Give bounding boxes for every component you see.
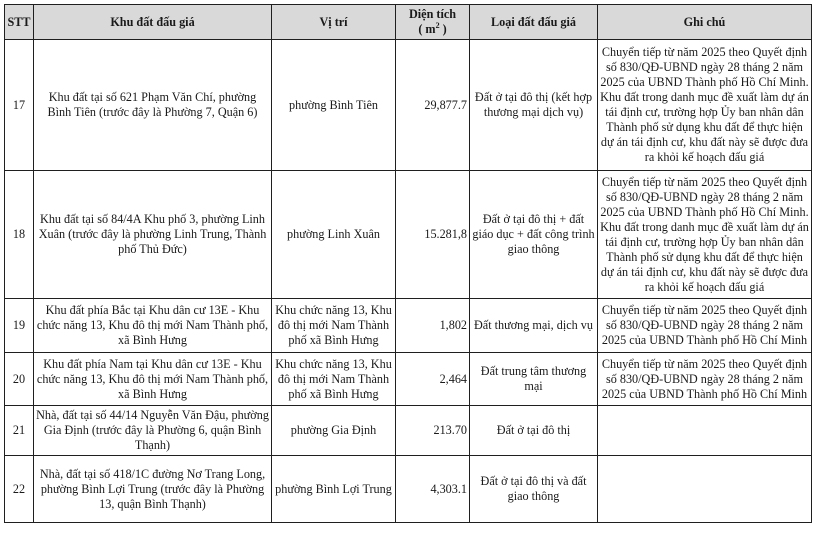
header-area-unit-close: ): [439, 22, 447, 36]
cell-name: Khu đất tại số 621 Phạm Văn Chí, phường Bình Tiên (trước đây là Phường 7, Quận 6): [34, 40, 272, 171]
table-row: [5, 406, 812, 456]
table-row: [5, 171, 812, 299]
cell-area: 1,802: [396, 299, 470, 353]
table-row: [5, 353, 812, 406]
cell-note: Chuyển tiếp từ năm 2025 theo Quyết định số 830/QĐ-UBND ngày 28 tháng 2 năm 2025 của UBND Thành phố Hồ Chí Minh. Khu đất trong danh mục đề xuất làm dự án tái định cư, trường hợp Ủy ban nhân dân Thành phố sử dụng khu đất để thực hiện dự án tái định cư, khu đất này sẽ được đưa ra khỏi kế hoạch đấu giá: [598, 40, 812, 171]
cell-stt: 21: [5, 406, 34, 456]
cell-area: 15.281,8: [396, 171, 470, 299]
cell-note: Chuyển tiếp từ năm 2025 theo Quyết định số 830/QĐ-UBND ngày 28 tháng 2 năm 2025 của UBND Thành phố Hồ Chí Minh: [598, 353, 812, 406]
cell-land-type: Đất ở tại đô thị + đất giáo dục + đất công trình giao thông: [470, 171, 598, 299]
cell-stt: 20: [5, 353, 34, 406]
auction-land-table: [4, 4, 812, 523]
cell-land-type: Đất ở tại đô thị và đất giao thông: [470, 456, 598, 523]
cell-note: Chuyển tiếp từ năm 2025 theo Quyết định số 830/QĐ-UBND ngày 28 tháng 2 năm 2025 của UBND Thành phố Hồ Chí Minh: [598, 299, 812, 353]
cell-name: Khu đất tại số 84/4A Khu phố 3, phường Linh Xuân (trước đây là phường Linh Trung, Thành phố Thủ Đức): [34, 171, 272, 299]
cell-area: 213.70: [396, 406, 470, 456]
table-header-row: [5, 5, 812, 40]
cell-location: phường Bình Tiên: [272, 40, 396, 171]
cell-name: Nhà, đất tại số 44/14 Nguyễn Văn Đậu, phường Gia Định (trước đây là Phường 6, quận Bình Thạnh): [34, 406, 272, 456]
cell-land-type: Đất trung tâm thương mại: [470, 353, 598, 406]
cell-name: Khu đất phía Bắc tại Khu dân cư 13E - Khu chức năng 13, Khu đô thị mới Nam Thành phố, xã Bình Hưng: [34, 299, 272, 353]
cell-location: Khu chức năng 13, Khu đô thị mới Nam Thành phố xã Bình Hưng: [272, 353, 396, 406]
cell-land-type: Đất ở tại đô thị (kết hợp thương mại dịch vụ): [470, 40, 598, 171]
cell-stt: 19: [5, 299, 34, 353]
table-row: [5, 40, 812, 171]
cell-area: 29,877.7: [396, 40, 470, 171]
table-row: [5, 299, 812, 353]
cell-location: phường Gia Định: [272, 406, 396, 456]
cell-area: 4,303.1: [396, 456, 470, 523]
cell-name: Khu đất phía Nam tại Khu dân cư 13E - Khu chức năng 13, Khu đô thị mới Nam Thành phố, xã Bình Hưng: [34, 353, 272, 406]
cell-note: Chuyển tiếp từ năm 2025 theo Quyết định số 830/QĐ-UBND ngày 28 tháng 2 năm 2025 của UBND Thành phố Hồ Chí Minh. Khu đất trong danh mục đề xuất làm dự án tái định cư, trường hợp Ủy ban nhân dân Thành phố sử dụng khu đất để thực hiện dự án tái định cư, khu đất này sẽ được đưa ra khỏi kế hoạch đấu giá: [598, 171, 812, 299]
header-name: Khu đất đấu giá: [34, 5, 272, 40]
cell-stt: 18: [5, 171, 34, 299]
header-land-type: Loại đất đấu giá: [470, 5, 598, 40]
header-area: [396, 5, 470, 40]
cell-note: [598, 406, 812, 456]
cell-stt: 17: [5, 40, 34, 171]
cell-location: Khu chức năng 13, Khu đô thị mới Nam Thành phố xã Bình Hưng: [272, 299, 396, 353]
header-area-unit-open: ( m: [418, 22, 436, 36]
cell-land-type: Đất thương mại, dịch vụ: [470, 299, 598, 353]
cell-area: 2,464: [396, 353, 470, 406]
cell-name: Nhà, đất tại số 418/1C đường Nơ Trang Long, phường Bình Lợi Trung (trước đây là Phường 13, quận Bình Thạnh): [34, 456, 272, 523]
cell-stt: 22: [5, 456, 34, 523]
cell-note: [598, 456, 812, 523]
cell-location: phường Linh Xuân: [272, 171, 396, 299]
header-location: Vị trí: [272, 5, 396, 40]
header-area-label: Diện tích: [408, 7, 457, 21]
header-note: Ghi chú: [598, 5, 812, 40]
cell-land-type: Đất ở tại đô thị: [470, 406, 598, 456]
header-area-unit-sup: 2: [435, 20, 440, 30]
header-stt: STT: [5, 5, 34, 40]
table-row: [5, 456, 812, 523]
cell-location: phường Bình Lợi Trung: [272, 456, 396, 523]
